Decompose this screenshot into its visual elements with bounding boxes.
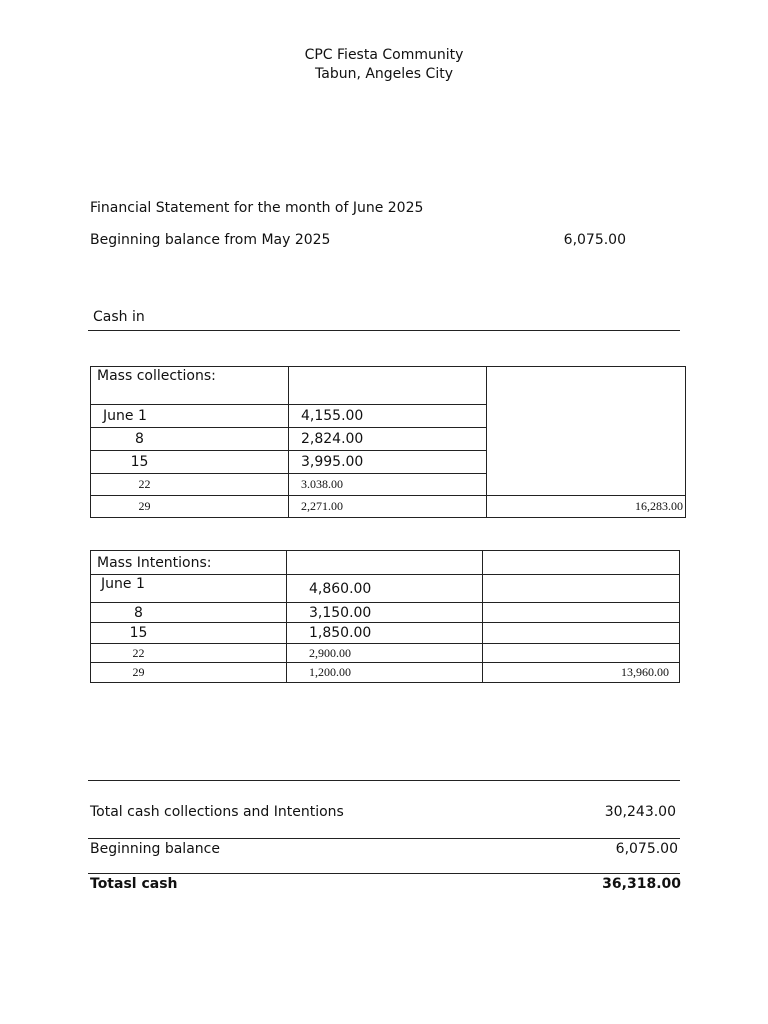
intention-day: 15 — [91, 623, 287, 644]
table-row — [91, 663, 680, 683]
organization-location: Tabun, Angeles City — [315, 66, 453, 82]
table-row — [91, 603, 680, 623]
table-row — [91, 644, 680, 663]
total-collections-label: Total cash collections and Intentions — [90, 804, 344, 820]
intention-amount: 4,860.00 — [287, 575, 483, 603]
collection-day: 22 — [91, 474, 289, 496]
organization-name: CPC Fiesta Community — [304, 47, 464, 63]
table-row — [91, 623, 680, 644]
mass-collections-table — [90, 366, 686, 518]
beginning-balance-amount: 6,075.00 — [563, 232, 626, 248]
cash-in-divider — [88, 330, 680, 331]
collection-day: June 1 — [91, 405, 289, 428]
intention-amount: 2,900.00 — [287, 644, 483, 663]
mass-collections-heading: Mass collections: — [91, 367, 289, 405]
intention-day: 29 — [91, 663, 287, 683]
collection-amount: 3,995.00 — [289, 451, 487, 474]
mass-intentions-table — [90, 550, 680, 683]
table-cell — [287, 551, 483, 575]
table-cell — [483, 623, 680, 644]
collection-amount: 2,824.00 — [289, 428, 487, 451]
collection-day: 15 — [91, 451, 289, 474]
intention-day: 8 — [91, 603, 287, 623]
collection-amount: 2,271.00 — [289, 496, 487, 518]
grand-total-amount: 36,318.00 — [602, 876, 681, 892]
grand-total-label: Totasl cash — [90, 876, 178, 892]
intention-amount: 1,200.00 — [287, 663, 483, 683]
table-row — [91, 496, 686, 518]
beginning-balance-label: Beginning balance from May 2025 — [90, 232, 331, 248]
table-row — [91, 367, 686, 405]
mass-intentions-total: 13,960.00 — [483, 663, 680, 683]
table-row — [91, 575, 680, 603]
intention-amount: 1,850.00 — [287, 623, 483, 644]
collection-day: 8 — [91, 428, 289, 451]
summary-divider — [88, 873, 680, 874]
intention-day: 22 — [91, 644, 287, 663]
table-cell — [483, 644, 680, 663]
table-cell — [483, 575, 680, 603]
table-row — [91, 551, 680, 575]
summary-beginning-label: Beginning balance — [90, 841, 220, 857]
intention-day: June 1 — [91, 575, 287, 603]
table-cell — [483, 603, 680, 623]
collection-amount: 3.038.00 — [289, 474, 487, 496]
summary-divider — [88, 838, 680, 839]
collection-amount: 4,155.00 — [289, 405, 487, 428]
summary-beginning-amount: 6,075.00 — [615, 841, 678, 857]
intention-amount: 3,150.00 — [287, 603, 483, 623]
table-cell — [487, 367, 686, 496]
mass-intentions-heading: Mass Intentions: — [91, 551, 287, 575]
summary-top-divider — [88, 780, 680, 781]
collection-day: 29 — [91, 496, 289, 518]
mass-collections-total: 16,283.00 — [487, 496, 686, 518]
table-cell — [289, 367, 487, 405]
table-cell — [483, 551, 680, 575]
cash-in-label: Cash in — [93, 309, 145, 325]
total-collections-amount: 30,243.00 — [604, 804, 676, 820]
statement-title: Financial Statement for the month of June 2025 — [90, 200, 424, 216]
